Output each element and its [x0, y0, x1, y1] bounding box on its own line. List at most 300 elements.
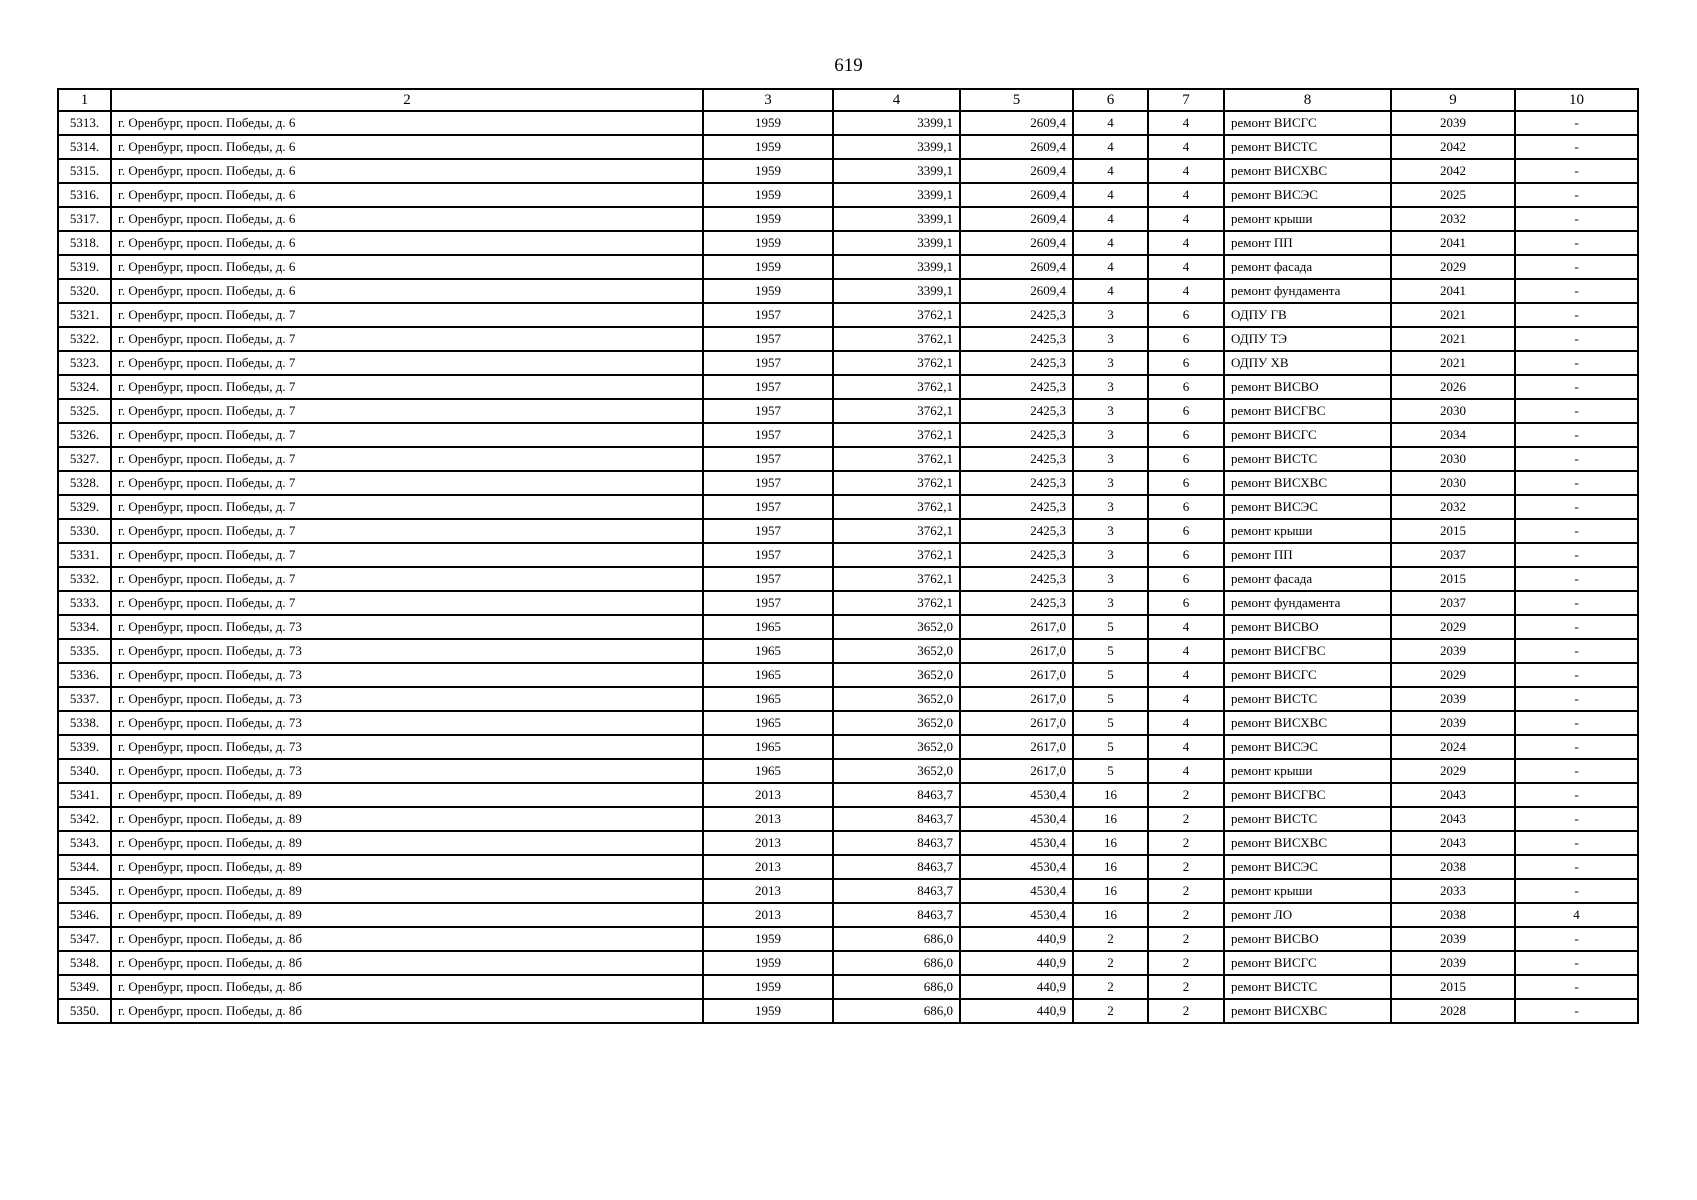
cell-row-number: 5336. [58, 663, 111, 687]
cell-entrances: 6 [1148, 495, 1224, 519]
cell-planned-year: 2039 [1391, 687, 1515, 711]
cell-total-area: 3652,0 [833, 735, 960, 759]
cell-year-built: 1957 [703, 375, 833, 399]
cell-work-type: ремонт ВИСГС [1224, 951, 1391, 975]
cell-living-area: 2425,3 [960, 399, 1073, 423]
cell-note: - [1515, 375, 1638, 399]
cell-year-built: 1959 [703, 951, 833, 975]
cell-floors: 16 [1073, 783, 1148, 807]
cell-total-area: 3399,1 [833, 207, 960, 231]
cell-total-area: 3762,1 [833, 375, 960, 399]
cell-note: - [1515, 759, 1638, 783]
cell-living-area: 2425,3 [960, 471, 1073, 495]
cell-work-type: ремонт ВИСЭС [1224, 735, 1391, 759]
cell-floors: 3 [1073, 351, 1148, 375]
cell-total-area: 3399,1 [833, 159, 960, 183]
cell-address: г. Оренбург, просп. Победы, д. 73 [111, 615, 703, 639]
cell-work-type: ремонт ПП [1224, 543, 1391, 567]
table-row [58, 783, 1638, 807]
cell-note: - [1515, 567, 1638, 591]
table-row [58, 711, 1638, 735]
cell-address: г. Оренбург, просп. Победы, д. 73 [111, 711, 703, 735]
cell-living-area: 2617,0 [960, 735, 1073, 759]
cell-living-area: 440,9 [960, 951, 1073, 975]
cell-living-area: 4530,4 [960, 807, 1073, 831]
cell-year-built: 2013 [703, 855, 833, 879]
cell-address: г. Оренбург, просп. Победы, д. 73 [111, 663, 703, 687]
cell-work-type: ремонт ВИСГВС [1224, 639, 1391, 663]
cell-row-number: 5313. [58, 111, 111, 135]
cell-year-built: 2013 [703, 903, 833, 927]
cell-planned-year: 2024 [1391, 735, 1515, 759]
cell-entrances: 4 [1148, 207, 1224, 231]
cell-total-area: 3652,0 [833, 615, 960, 639]
cell-floors: 3 [1073, 519, 1148, 543]
cell-note: - [1515, 279, 1638, 303]
cell-note: - [1515, 855, 1638, 879]
cell-year-built: 1959 [703, 207, 833, 231]
cell-row-number: 5320. [58, 279, 111, 303]
cell-address: г. Оренбург, просп. Победы, д. 8б [111, 951, 703, 975]
cell-floors: 5 [1073, 711, 1148, 735]
cell-year-built: 2013 [703, 807, 833, 831]
cell-living-area: 2609,4 [960, 183, 1073, 207]
cell-note: - [1515, 159, 1638, 183]
cell-address: г. Оренбург, просп. Победы, д. 8б [111, 975, 703, 999]
cell-work-type: ремонт ВИСГВС [1224, 783, 1391, 807]
cell-year-built: 1965 [703, 663, 833, 687]
cell-total-area: 3762,1 [833, 471, 960, 495]
table-row [58, 255, 1638, 279]
cell-row-number: 5349. [58, 975, 111, 999]
cell-living-area: 440,9 [960, 975, 1073, 999]
cell-address: г. Оренбург, просп. Победы, д. 7 [111, 591, 703, 615]
cell-planned-year: 2038 [1391, 855, 1515, 879]
cell-living-area: 2617,0 [960, 639, 1073, 663]
cell-planned-year: 2029 [1391, 663, 1515, 687]
cell-entrances: 4 [1148, 639, 1224, 663]
table-row [58, 327, 1638, 351]
cell-year-built: 1957 [703, 351, 833, 375]
cell-address: г. Оренбург, просп. Победы, д. 8б [111, 999, 703, 1023]
cell-living-area: 2617,0 [960, 663, 1073, 687]
cell-year-built: 1959 [703, 159, 833, 183]
cell-floors: 16 [1073, 879, 1148, 903]
cell-year-built: 1959 [703, 255, 833, 279]
cell-note: - [1515, 111, 1638, 135]
cell-year-built: 1965 [703, 639, 833, 663]
cell-work-type: ремонт крыши [1224, 759, 1391, 783]
cell-floors: 5 [1073, 615, 1148, 639]
cell-entrances: 4 [1148, 687, 1224, 711]
cell-row-number: 5326. [58, 423, 111, 447]
cell-address: г. Оренбург, просп. Победы, д. 7 [111, 375, 703, 399]
cell-address: г. Оренбург, просп. Победы, д. 7 [111, 543, 703, 567]
cell-total-area: 3399,1 [833, 111, 960, 135]
cell-total-area: 8463,7 [833, 831, 960, 855]
cell-year-built: 1957 [703, 567, 833, 591]
column-header-8: 8 [1224, 89, 1391, 111]
cell-floors: 4 [1073, 111, 1148, 135]
cell-floors: 3 [1073, 327, 1148, 351]
cell-work-type: ремонт фундамента [1224, 591, 1391, 615]
cell-row-number: 5341. [58, 783, 111, 807]
cell-row-number: 5319. [58, 255, 111, 279]
table-row [58, 375, 1638, 399]
cell-total-area: 3399,1 [833, 231, 960, 255]
cell-total-area: 686,0 [833, 975, 960, 999]
cell-total-area: 3762,1 [833, 519, 960, 543]
cell-living-area: 2617,0 [960, 759, 1073, 783]
cell-planned-year: 2029 [1391, 615, 1515, 639]
cell-floors: 4 [1073, 231, 1148, 255]
cell-note: - [1515, 327, 1638, 351]
cell-row-number: 5345. [58, 879, 111, 903]
cell-entrances: 2 [1148, 975, 1224, 999]
cell-row-number: 5348. [58, 951, 111, 975]
cell-year-built: 1965 [703, 711, 833, 735]
cell-living-area: 440,9 [960, 927, 1073, 951]
cell-living-area: 2609,4 [960, 135, 1073, 159]
cell-planned-year: 2015 [1391, 519, 1515, 543]
table-row [58, 543, 1638, 567]
cell-planned-year: 2041 [1391, 279, 1515, 303]
cell-row-number: 5337. [58, 687, 111, 711]
cell-work-type: ОДПУ ТЭ [1224, 327, 1391, 351]
cell-living-area: 2617,0 [960, 711, 1073, 735]
cell-address: г. Оренбург, просп. Победы, д. 6 [111, 255, 703, 279]
cell-row-number: 5334. [58, 615, 111, 639]
table-row [58, 687, 1638, 711]
cell-entrances: 4 [1148, 615, 1224, 639]
cell-planned-year: 2029 [1391, 759, 1515, 783]
cell-entrances: 2 [1148, 831, 1224, 855]
cell-planned-year: 2038 [1391, 903, 1515, 927]
cell-work-type: ремонт ВИСГС [1224, 111, 1391, 135]
cell-entrances: 2 [1148, 783, 1224, 807]
cell-floors: 5 [1073, 639, 1148, 663]
cell-entrances: 4 [1148, 159, 1224, 183]
cell-entrances: 6 [1148, 399, 1224, 423]
cell-planned-year: 2030 [1391, 399, 1515, 423]
cell-work-type: ремонт ВИСЭС [1224, 183, 1391, 207]
cell-row-number: 5340. [58, 759, 111, 783]
cell-living-area: 2609,4 [960, 279, 1073, 303]
cell-planned-year: 2043 [1391, 807, 1515, 831]
cell-year-built: 1957 [703, 591, 833, 615]
table-row [58, 759, 1638, 783]
cell-planned-year: 2015 [1391, 975, 1515, 999]
cell-total-area: 3762,1 [833, 567, 960, 591]
cell-row-number: 5318. [58, 231, 111, 255]
cell-row-number: 5332. [58, 567, 111, 591]
column-header-3: 3 [703, 89, 833, 111]
cell-entrances: 6 [1148, 471, 1224, 495]
cell-row-number: 5335. [58, 639, 111, 663]
cell-work-type: ремонт ВИСГС [1224, 663, 1391, 687]
cell-work-type: ремонт ВИСЭС [1224, 855, 1391, 879]
cell-floors: 3 [1073, 495, 1148, 519]
cell-row-number: 5324. [58, 375, 111, 399]
cell-planned-year: 2037 [1391, 591, 1515, 615]
cell-note: - [1515, 735, 1638, 759]
cell-floors: 3 [1073, 591, 1148, 615]
cell-note: - [1515, 495, 1638, 519]
cell-year-built: 1959 [703, 279, 833, 303]
header-row [58, 89, 1638, 111]
cell-note: - [1515, 183, 1638, 207]
cell-address: г. Оренбург, просп. Победы, д. 7 [111, 567, 703, 591]
cell-living-area: 2425,3 [960, 519, 1073, 543]
cell-note: - [1515, 663, 1638, 687]
cell-row-number: 5338. [58, 711, 111, 735]
table-row [58, 567, 1638, 591]
cell-work-type: ремонт ВИСТС [1224, 687, 1391, 711]
cell-floors: 4 [1073, 207, 1148, 231]
cell-row-number: 5325. [58, 399, 111, 423]
cell-floors: 4 [1073, 183, 1148, 207]
cell-total-area: 8463,7 [833, 879, 960, 903]
cell-address: г. Оренбург, просп. Победы, д. 89 [111, 831, 703, 855]
table-row [58, 879, 1638, 903]
cell-note: - [1515, 351, 1638, 375]
cell-floors: 3 [1073, 375, 1148, 399]
cell-note: - [1515, 951, 1638, 975]
cell-total-area: 3762,1 [833, 303, 960, 327]
cell-floors: 3 [1073, 303, 1148, 327]
cell-work-type: ремонт ВИСТС [1224, 975, 1391, 999]
cell-planned-year: 2039 [1391, 951, 1515, 975]
cell-year-built: 1957 [703, 447, 833, 471]
cell-work-type: ОДПУ ХВ [1224, 351, 1391, 375]
cell-planned-year: 2034 [1391, 423, 1515, 447]
table-row [58, 855, 1638, 879]
table-row [58, 927, 1638, 951]
cell-year-built: 1959 [703, 231, 833, 255]
cell-work-type: ремонт ВИСТС [1224, 447, 1391, 471]
cell-row-number: 5347. [58, 927, 111, 951]
column-header-2: 2 [111, 89, 703, 111]
cell-entrances: 6 [1148, 423, 1224, 447]
cell-total-area: 8463,7 [833, 903, 960, 927]
cell-total-area: 3762,1 [833, 351, 960, 375]
cell-entrances: 4 [1148, 255, 1224, 279]
cell-total-area: 686,0 [833, 951, 960, 975]
cell-address: г. Оренбург, просп. Победы, д. 6 [111, 183, 703, 207]
cell-year-built: 2013 [703, 879, 833, 903]
cell-year-built: 1959 [703, 111, 833, 135]
cell-entrances: 6 [1148, 519, 1224, 543]
cell-address: г. Оренбург, просп. Победы, д. 6 [111, 207, 703, 231]
cell-living-area: 2609,4 [960, 159, 1073, 183]
cell-floors: 2 [1073, 951, 1148, 975]
cell-living-area: 4530,4 [960, 879, 1073, 903]
cell-row-number: 5317. [58, 207, 111, 231]
cell-note: - [1515, 471, 1638, 495]
cell-note: - [1515, 783, 1638, 807]
cell-row-number: 5322. [58, 327, 111, 351]
column-header-10: 10 [1515, 89, 1638, 111]
table-row [58, 279, 1638, 303]
cell-year-built: 1965 [703, 615, 833, 639]
cell-total-area: 8463,7 [833, 855, 960, 879]
cell-floors: 4 [1073, 135, 1148, 159]
cell-entrances: 4 [1148, 663, 1224, 687]
cell-entrances: 6 [1148, 591, 1224, 615]
cell-entrances: 2 [1148, 951, 1224, 975]
cell-total-area: 3762,1 [833, 327, 960, 351]
table-row [58, 471, 1638, 495]
cell-planned-year: 2037 [1391, 543, 1515, 567]
cell-note: - [1515, 975, 1638, 999]
cell-total-area: 686,0 [833, 999, 960, 1023]
cell-total-area: 3762,1 [833, 447, 960, 471]
table-row [58, 663, 1638, 687]
cell-floors: 3 [1073, 471, 1148, 495]
cell-row-number: 5316. [58, 183, 111, 207]
cell-planned-year: 2032 [1391, 207, 1515, 231]
cell-row-number: 5329. [58, 495, 111, 519]
cell-year-built: 1957 [703, 543, 833, 567]
cell-work-type: ремонт ВИСХВС [1224, 831, 1391, 855]
cell-planned-year: 2015 [1391, 567, 1515, 591]
table-row [58, 615, 1638, 639]
cell-work-type: ремонт ВИСХВС [1224, 999, 1391, 1023]
cell-row-number: 5330. [58, 519, 111, 543]
cell-year-built: 1959 [703, 135, 833, 159]
cell-floors: 3 [1073, 447, 1148, 471]
cell-floors: 3 [1073, 399, 1148, 423]
cell-note: - [1515, 423, 1638, 447]
cell-entrances: 4 [1148, 735, 1224, 759]
cell-row-number: 5342. [58, 807, 111, 831]
cell-address: г. Оренбург, просп. Победы, д. 6 [111, 231, 703, 255]
cell-work-type: ремонт крыши [1224, 207, 1391, 231]
cell-row-number: 5339. [58, 735, 111, 759]
cell-floors: 3 [1073, 543, 1148, 567]
cell-planned-year: 2025 [1391, 183, 1515, 207]
column-header-5: 5 [960, 89, 1073, 111]
cell-address: г. Оренбург, просп. Победы, д. 73 [111, 687, 703, 711]
table-row [58, 591, 1638, 615]
cell-total-area: 3762,1 [833, 543, 960, 567]
cell-year-built: 2013 [703, 783, 833, 807]
cell-address: г. Оренбург, просп. Победы, д. 73 [111, 735, 703, 759]
cell-living-area: 440,9 [960, 999, 1073, 1023]
cell-work-type: ремонт ВИСХВС [1224, 159, 1391, 183]
cell-planned-year: 2026 [1391, 375, 1515, 399]
cell-floors: 5 [1073, 735, 1148, 759]
cell-row-number: 5321. [58, 303, 111, 327]
cell-living-area: 2425,3 [960, 303, 1073, 327]
cell-note: - [1515, 255, 1638, 279]
cell-address: г. Оренбург, просп. Победы, д. 6 [111, 135, 703, 159]
cell-year-built: 1957 [703, 471, 833, 495]
table-row [58, 519, 1638, 543]
cell-entrances: 2 [1148, 855, 1224, 879]
cell-work-type: ремонт ВИСТС [1224, 135, 1391, 159]
cell-year-built: 1957 [703, 327, 833, 351]
cell-floors: 2 [1073, 975, 1148, 999]
cell-address: г. Оренбург, просп. Победы, д. 7 [111, 471, 703, 495]
cell-floors: 5 [1073, 663, 1148, 687]
cell-address: г. Оренбург, просп. Победы, д. 6 [111, 159, 703, 183]
cell-year-built: 1957 [703, 303, 833, 327]
cell-note: - [1515, 135, 1638, 159]
cell-living-area: 2425,3 [960, 423, 1073, 447]
cell-total-area: 3399,1 [833, 279, 960, 303]
cell-total-area: 3762,1 [833, 591, 960, 615]
cell-address: г. Оренбург, просп. Победы, д. 7 [111, 303, 703, 327]
cell-total-area: 3399,1 [833, 183, 960, 207]
cell-planned-year: 2030 [1391, 471, 1515, 495]
cell-floors: 5 [1073, 687, 1148, 711]
cell-note: - [1515, 807, 1638, 831]
cell-address: г. Оренбург, просп. Победы, д. 89 [111, 807, 703, 831]
cell-entrances: 6 [1148, 375, 1224, 399]
cell-year-built: 1957 [703, 519, 833, 543]
cell-note: - [1515, 399, 1638, 423]
table-row [58, 159, 1638, 183]
cell-work-type: ремонт фасада [1224, 255, 1391, 279]
cell-work-type: ремонт ВИСГС [1224, 423, 1391, 447]
cell-note: - [1515, 831, 1638, 855]
cell-total-area: 3652,0 [833, 639, 960, 663]
cell-planned-year: 2032 [1391, 495, 1515, 519]
column-header-1: 1 [58, 89, 111, 111]
table-row [58, 447, 1638, 471]
page-number: 619 [834, 55, 863, 76]
cell-work-type: ремонт ВИСВО [1224, 927, 1391, 951]
table-row [58, 111, 1638, 135]
cell-planned-year: 2039 [1391, 927, 1515, 951]
cell-row-number: 5328. [58, 471, 111, 495]
cell-entrances: 6 [1148, 303, 1224, 327]
cell-total-area: 3652,0 [833, 687, 960, 711]
cell-entrances: 2 [1148, 879, 1224, 903]
cell-address: г. Оренбург, просп. Победы, д. 7 [111, 399, 703, 423]
cell-entrances: 4 [1148, 183, 1224, 207]
cell-total-area: 3762,1 [833, 399, 960, 423]
cell-address: г. Оренбург, просп. Победы, д. 7 [111, 447, 703, 471]
cell-row-number: 5346. [58, 903, 111, 927]
cell-year-built: 1959 [703, 927, 833, 951]
table-row [58, 495, 1638, 519]
cell-living-area: 4530,4 [960, 831, 1073, 855]
cell-living-area: 2425,3 [960, 591, 1073, 615]
cell-row-number: 5323. [58, 351, 111, 375]
cell-note: - [1515, 615, 1638, 639]
cell-planned-year: 2033 [1391, 879, 1515, 903]
cell-living-area: 2609,4 [960, 231, 1073, 255]
cell-planned-year: 2021 [1391, 327, 1515, 351]
cell-entrances: 6 [1148, 567, 1224, 591]
table-row [58, 423, 1638, 447]
register-table [57, 88, 1639, 1024]
cell-planned-year: 2039 [1391, 639, 1515, 663]
cell-planned-year: 2029 [1391, 255, 1515, 279]
cell-entrances: 2 [1148, 927, 1224, 951]
cell-work-type: ремонт крыши [1224, 519, 1391, 543]
cell-work-type: ремонт ВИСХВС [1224, 471, 1391, 495]
cell-floors: 3 [1073, 567, 1148, 591]
cell-address: г. Оренбург, просп. Победы, д. 7 [111, 351, 703, 375]
cell-planned-year: 2021 [1391, 351, 1515, 375]
cell-floors: 2 [1073, 927, 1148, 951]
cell-year-built: 1957 [703, 495, 833, 519]
cell-row-number: 5331. [58, 543, 111, 567]
column-header-9: 9 [1391, 89, 1515, 111]
